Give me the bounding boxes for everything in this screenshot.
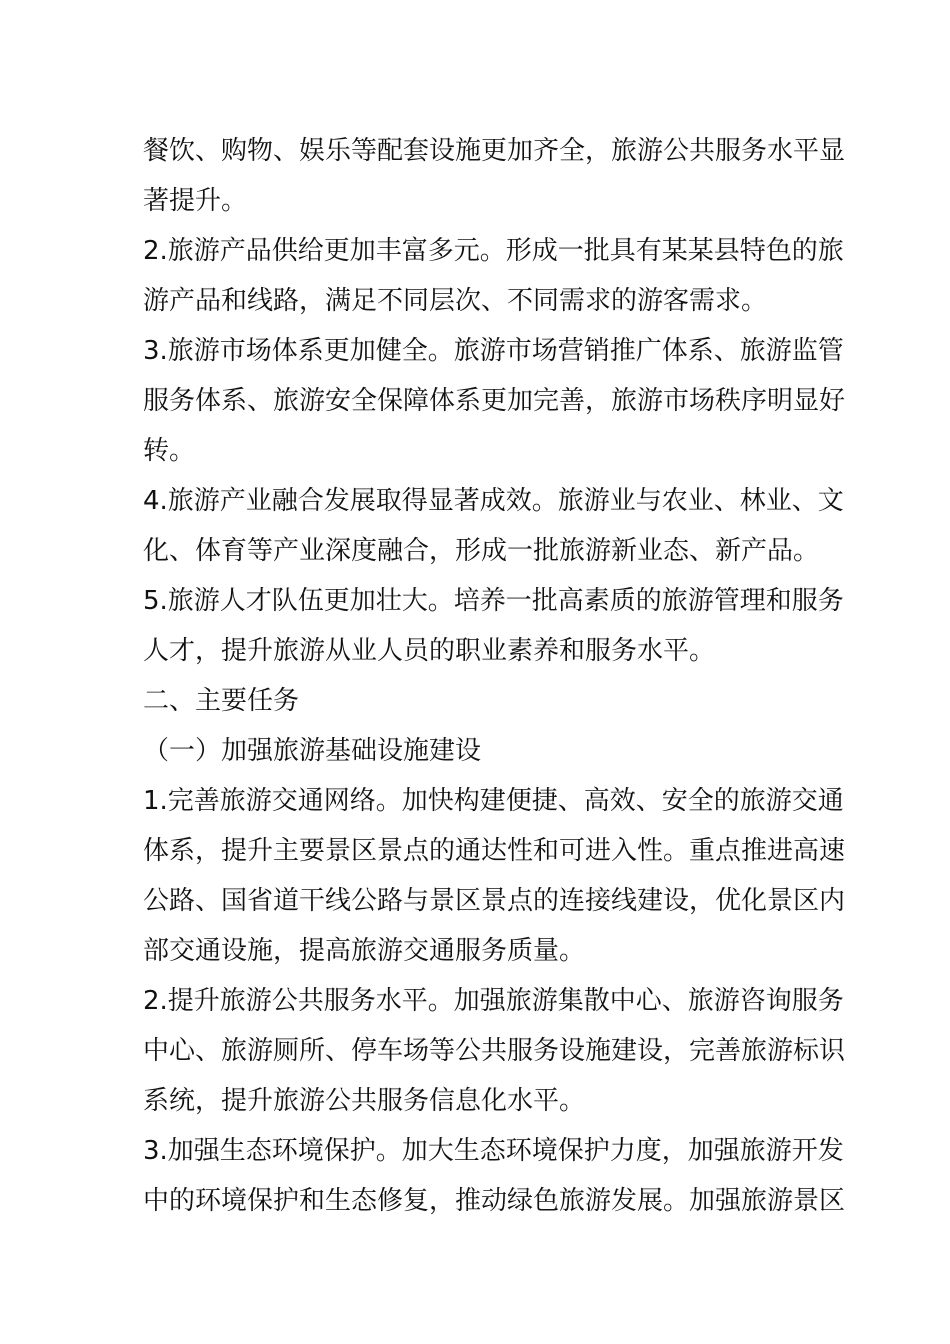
text-line: 系统，提升旅游公共服务信息化水平。 [143,1086,586,1116]
text-line: 人才，提升旅游从业人员的职业素养和服务水平。 [143,636,716,666]
text-line: 5.旅游人才队伍更加壮大。培养一批高素质的旅游管理和服务 [143,586,844,616]
text-line: 部交通设施，提高旅游交通服务质量。 [143,936,586,966]
text-line: 3.加强生态环境保护。加大生态环境保护力度，加强旅游开发 [143,1136,844,1166]
text-line: 餐饮、购物、娱乐等配套设施更加齐全，旅游公共服务水平显 [143,136,846,166]
text-line: 转。 [143,436,196,466]
text-line: 2.旅游产品供给更加丰富多元。形成一批具有某某县特色的旅 [143,236,844,266]
text-line: 体系，提升主要景区景点的通达性和可进入性。重点推进高速 [143,836,846,866]
text-line: 中的环境保护和生态修复，推动绿色旅游发展。加强旅游景区 [143,1186,846,1216]
text-line: 著提升。 [143,186,248,216]
text-line: 1.完善旅游交通网络。加快构建便捷、高效、安全的旅游交通 [143,786,844,816]
text-line: 游产品和线路，满足不同层次、不同需求的游客需求。 [143,286,768,316]
text-line: 公路、国省道干线公路与景区景点的连接线建设，优化景区内 [143,886,846,916]
text-line: 服务体系、旅游安全保障体系更加完善，旅游市场秩序明显好 [143,386,846,416]
text-line: 化、体育等产业深度融合，形成一批旅游新业态、新产品。 [143,536,820,566]
subsection-heading: （一）加强旅游基础设施建设 [143,736,482,766]
text-line: 4.旅游产业融合发展取得显著成效。旅游业与农业、林业、文 [143,486,844,516]
text-line: 中心、旅游厕所、停车场等公共服务设施建设，完善旅游标识 [143,1036,846,1066]
text-line: 2.提升旅游公共服务水平。加强旅游集散中心、旅游咨询服务 [143,986,844,1016]
section-heading: 二、主要任务 [143,686,300,716]
text-line: 3.旅游市场体系更加健全。旅游市场营销推广体系、旅游监管 [143,336,844,366]
document-body [143,126,846,1226]
